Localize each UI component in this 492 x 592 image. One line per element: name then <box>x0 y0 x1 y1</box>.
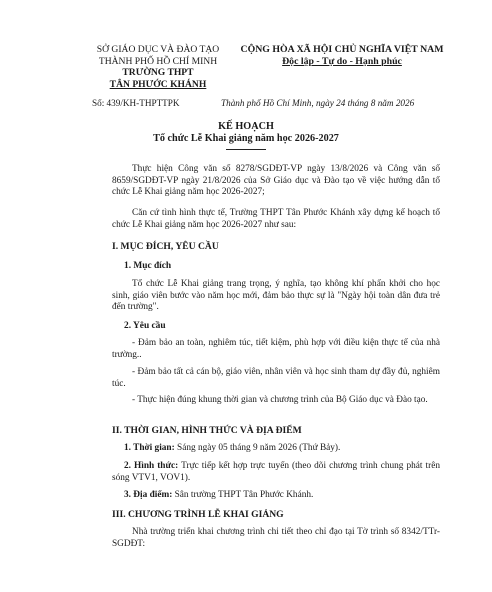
venue-line <box>112 490 440 502</box>
time-label: 1. Thời gian: <box>124 443 175 453</box>
format-line <box>112 461 440 484</box>
national-motto: Độc lập - Tự do - Hạnh phúc <box>282 56 402 67</box>
document-title: KẾ HOẠCH <box>218 121 274 132</box>
nation-name: CỘNG HÒA XÃ HỘI CHỦ NGHĨA VIỆT NAM <box>240 44 444 55</box>
national-heading <box>222 44 462 68</box>
intro-paragraph-2: Căn cứ tình hình thực tế, Trường THPT Tân Phước Khánh xây dựng kế hoạch tổ chức Lễ Khai giảng năm học 2026-2027 như sau: <box>112 208 440 230</box>
document-number: Số: 439/KH-THPTTPK <box>92 98 180 108</box>
format-label: 2. Hình thức: <box>124 461 179 471</box>
issuer-org-line2: THÀNH PHỐ HỒ CHÍ MINH <box>98 55 218 67</box>
section-1-sub-2-heading: 2. Yêu cầu <box>124 321 166 331</box>
venue-label: 3. Địa điểm: <box>124 490 173 500</box>
venue-value: Sân trường THPT Tân Phước Khánh. <box>172 490 314 500</box>
intro-paragraph-1: Thực hiện Công văn số 8278/SGDĐT-VP ngày 13/8/2026 và Công văn số 8659/SGDĐT-VP ngày 21/8/2026 của Sở Giáo dục và Đào tạo về việc hướng dẫn tổ chức Lễ Khai giảng năm học 2026-2027; <box>112 164 440 198</box>
requirement-bullet-1: - Đảm bảo an toàn, nghiêm túc, tiết kiệm, phù hợp với điều kiện thực tế của nhà trường.. <box>112 338 440 360</box>
issuer-block <box>70 44 246 90</box>
title-underline <box>226 149 266 150</box>
time-value: Sáng ngày 05 tháng 9 năm 2026 (Thứ Bảy). <box>174 443 341 453</box>
section-3-heading: III. CHƯƠNG TRÌNH LỄ KHAI GIẢNG <box>112 509 284 520</box>
format-value: Trực tiếp kết hợp trực tuyến (theo dõi chương trình chung phát trên sóng VTV1, VOV1). <box>112 461 440 483</box>
time-line <box>112 443 440 455</box>
requirement-bullet-3: - Thực hiện đúng khung thời gian và chương trình của Bộ Giáo dục và Đào tạo. <box>132 395 428 405</box>
date-line: Thành phố Hồ Chí Minh, ngày 24 tháng 8 năm 2026 <box>221 98 415 108</box>
issuer-school-line2: TÂN PHƯỚC KHÁNH <box>109 78 207 90</box>
section-1-sub-1-heading: 1. Mục đích <box>124 261 172 271</box>
section-2-heading: II. THỜI GIAN, HÌNH THỨC VÀ ĐỊA ĐIỂM <box>112 425 302 436</box>
issuer-school-line1: TRƯỜNG THPT <box>122 67 194 79</box>
requirement-bullet-2: - Đảm bảo tất cả cán bộ, giáo viên, nhân viên và học sinh tham dự đầy đủ, nghiêm túc. <box>112 367 440 389</box>
section-1-heading: I. MỤC ĐÍCH, YÊU CẦU <box>112 241 219 252</box>
issuer-org-line1: SỞ GIÁO DỤC VÀ ĐÀO TẠO <box>96 44 220 55</box>
purpose-paragraph: Tổ chức Lễ Khai giảng trang trọng, ý nghĩa, tạo không khí phấn khởi cho học sinh, giáo viên bước vào năm học mới, đảm bảo thực sự là "Ngày hội toàn dân đưa trẻ đến trường". <box>112 279 440 313</box>
document-subtitle: Tổ chức Lễ Khai giảng năm học 2026-2027 <box>153 133 339 144</box>
program-paragraph: Nhà trường triển khai chương trình chi tiết theo chỉ đạo tại Tờ trình số 8342/TTr-SGDĐT: <box>112 527 440 549</box>
